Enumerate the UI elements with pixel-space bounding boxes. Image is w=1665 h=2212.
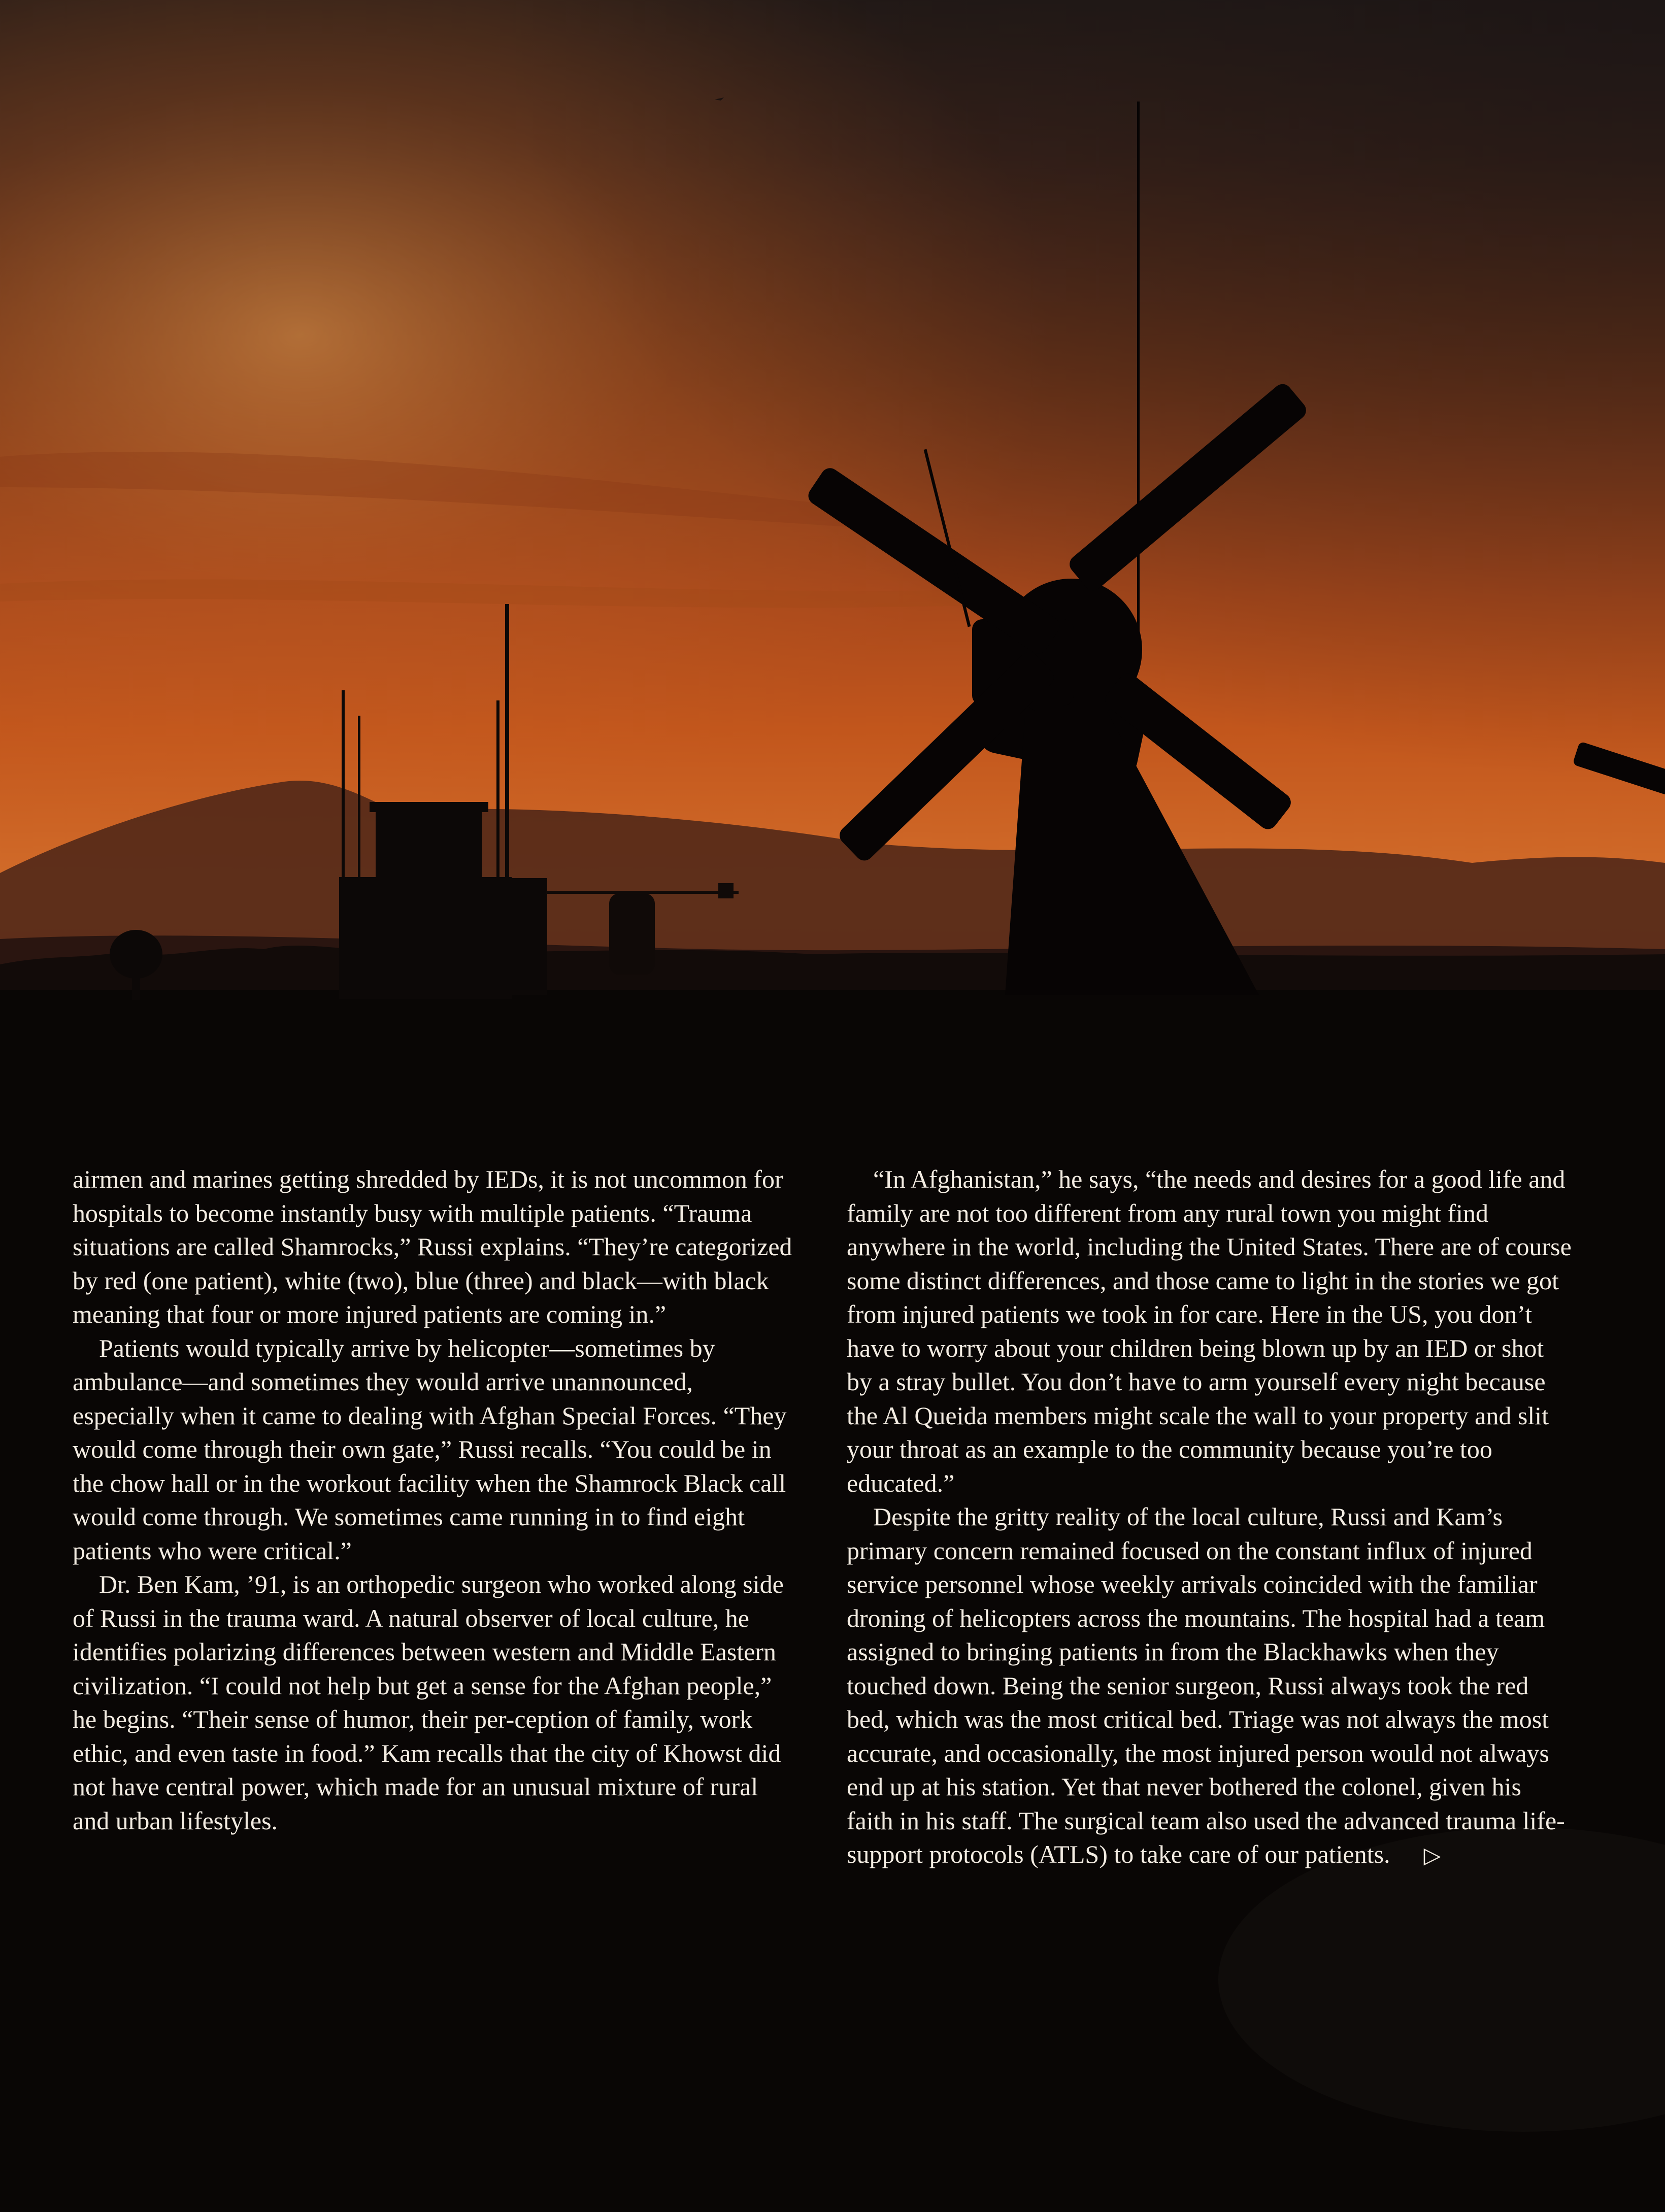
article-column-left [73,1162,798,1837]
paragraph-ben-kam: Dr. Ben Kam, ’91, is an orthopedic surgeon who worked along side of Russi in the trauma ward. A natural observer of local culture, he identifies polarizing differences between western and Middle Eastern civilization. “I could not help but get a sense for the Afghan people,” he begins. “Their sense of humor, their per-ception of family, work ethic, and even taste in food.” Kam recalls that the city of Khowst did not have central power, which made for an unusual mixture of rural and urban lifestyles. [73,1570,784,1835]
article-column-right [847,1162,1573,1871]
continue-arrow-icon: ▷ [1423,1842,1441,1868]
paragraph-afghanistan-quote: “In Afghanistan,” he says, “the needs and desires for a good life and family are not too different from any rural town you might find anywhere in the world, including the United States. There are of course some distinct differences, and those came to light in the stories we got from injured patients we took in for care. Here in the US, you don’t have to worry about your children being blown up by an IED or shot by a stray bullet. You don’t have to arm yourself every night because the Al Queida members might scale the wall to your property and slit your throat as an example to the community because you’re too educated.” [847,1165,1572,1497]
paragraph-trauma-shamrocks: airmen and marines getting shredded by IEDs, it is not uncommon for hospitals to become instantly busy with multiple patients. “Trauma situations are called Shamrocks,” Russi explains. “They’re categorized by red (one patient), white (two), blue (three) and black—with black meaning that four or more injured patients are coming in.” [73,1165,792,1328]
paragraph-surgical-team [847,1500,1573,1871]
paragraph-surgical-team-text: Despite the gritty reality of the local culture, Russi and Kam’s primary concern remained focused on the constant influx of injured service personnel whose weekly arrivals coincided with the familiar droning of helicopters across the mountains. The hospital had a team assigned to bringing patients in from the Blackhawks when they touched down. Being the senior surgeon, Russi always took the red bed, which was the most critical bed. Triage was not always the most accurate, and occasionally, the most injured person would not always end up at his station. Yet that never bothered the colonel, given his faith in his staff. The surgical team also used the advanced trauma life-support protocols (ATLS) to take care of our patients. [847,1502,1565,1868]
paragraph-helicopter-arrivals: Patients would typically arrive by helicopter—sometimes by ambulance—and sometimes they would arrive unannounced, especially when it came to dealing with Afghan Special Forces. “They would come through their own gate,” Russi recalls. “You could be in the chow hall or in the workout facility when the Shamrock Black call would come through. We sometimes came running in to find eight patients who were critical.” [73,1333,787,1565]
